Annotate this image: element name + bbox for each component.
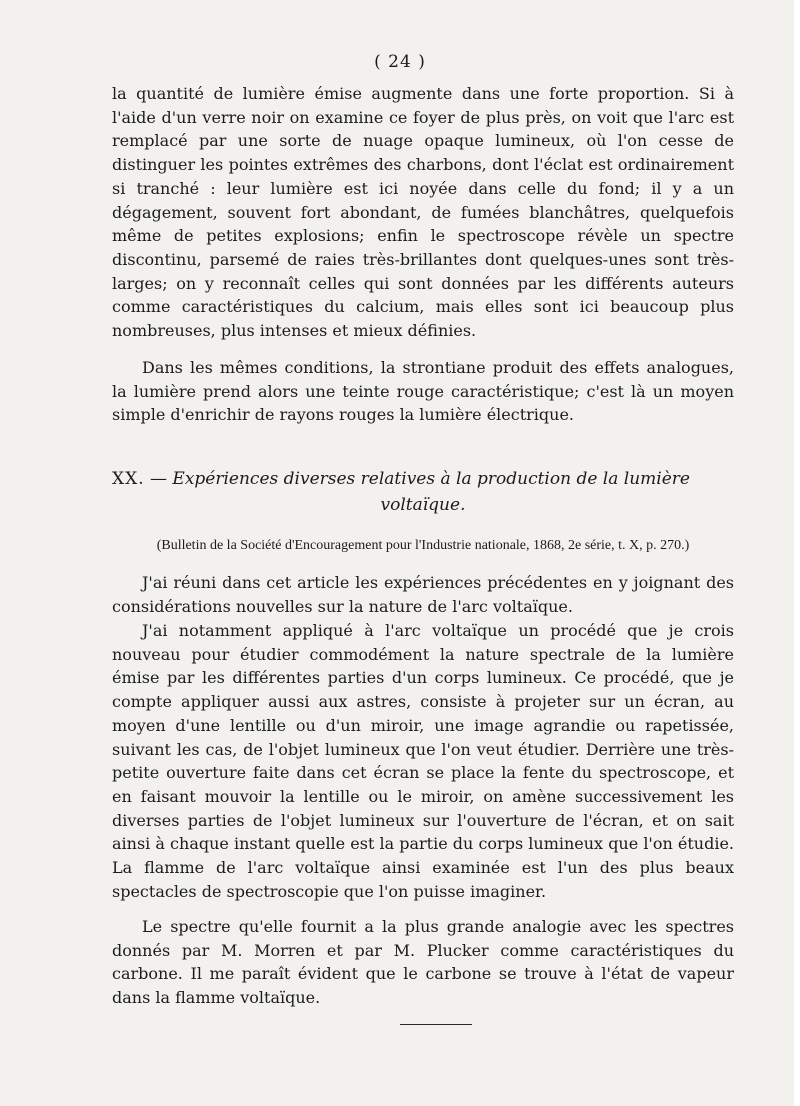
paragraph-text: J'ai notamment appliqué à l'arc voltaïque un procédé que je crois nouveau pour étudier commodément la nature spectrale de la lumière émise par les différentes parties d'un corps lumineux. Ce procédé, que je compte appliquer aussi aux astres, consiste à projeter sur un écran, au moyen d'une lentille ou d'un miroir, une image agrandie ou rapetissée, suivant les cas, de l'objet lumineux que l'on veut étudier. Derrière une très-petite ouverture faite dans cet écran se place la fente du spectroscope, et en faisant mouvoir la lentille ou le miroir, on amène successivement les diverses parties de l'objet lumineux sur l'ouverture de l'écran, et on sait ainsi à chaque instant quelle est la partie du corps lumineux que l'on étudie. La flamme de l'arc voltaïque ainsi examinée est l'un des plus beaux spectacles de spectroscopie que l'on puisse imaginer.: [112, 621, 734, 901]
paragraph-text: J'ai réuni dans cet article les expériences précédentes en y joignant des considérations nouvelles sur la nature de l'arc voltaïque.: [112, 573, 734, 616]
section-heading: [112, 466, 734, 518]
section-title-line1: Expériences diverses relatives à la production de la lumière: [172, 469, 690, 489]
page-edge: [794, 0, 800, 1106]
paragraph-method: [112, 619, 734, 903]
paragraph-text: la quantité de lumière émise augmente dans une forte proportion. Si à l'aide d'un verre noir on examine ce foyer de plus près, on voit que l'arc est remplacé par une sorte de nuage opaque lumineux, où l'on cesse de distinguer les pointes extrêmes des charbons, dont l'éclat est ordinairement si tranché : leur lumière est ici noyée dans celle du fond; il y a un dégagement, souvent fort abondant, de fumées blanchâtres, quelquefois même de petites explosions; enfin le spectroscope révèle un spectre discontinu, parsemé de raies très-brillantes dont quelques-unes sont très-larges; on y reconnaît celles qui sont données par les différents auteurs comme caractéristiques du calcium, mais elles sont ici beaucoup plus nombreuses, plus intenses et mieux définies.: [112, 84, 734, 341]
bibliographic-citation: (Bulletin de la Société d'Encouragement pour l'Industrie nationale, 1868, 2e série, t. X, p. 270.): [156, 538, 690, 553]
paragraph-spectrum: [112, 915, 734, 1010]
section-number: XX.: [112, 469, 145, 489]
section-dash: —: [144, 469, 173, 489]
paragraph-strontiane: [112, 356, 734, 427]
section-title-line2: voltaïque.: [380, 495, 466, 515]
paragraph-text: Dans les mêmes conditions, la strontiane produit des effets analogues, la lumière prend alors une teinte rouge caractéristique; c'est là un moyen simple d'enrichir de rayons rouges la lumière électrique.: [112, 358, 734, 425]
paragraph-intro: [112, 571, 734, 618]
section-end-rule: [400, 1024, 472, 1025]
paragraph-continued: [112, 82, 734, 343]
page-number: ( 24 ): [374, 52, 426, 72]
paragraph-text: Le spectre qu'elle fournit a la plus grande analogie avec les spectres donnés par M. Morren et par M. Plucker comme caractéristiques du carbone. Il me paraît évident que le carbone se trouve à l'état de vapeur dans la flamme voltaïque.: [112, 917, 734, 1008]
